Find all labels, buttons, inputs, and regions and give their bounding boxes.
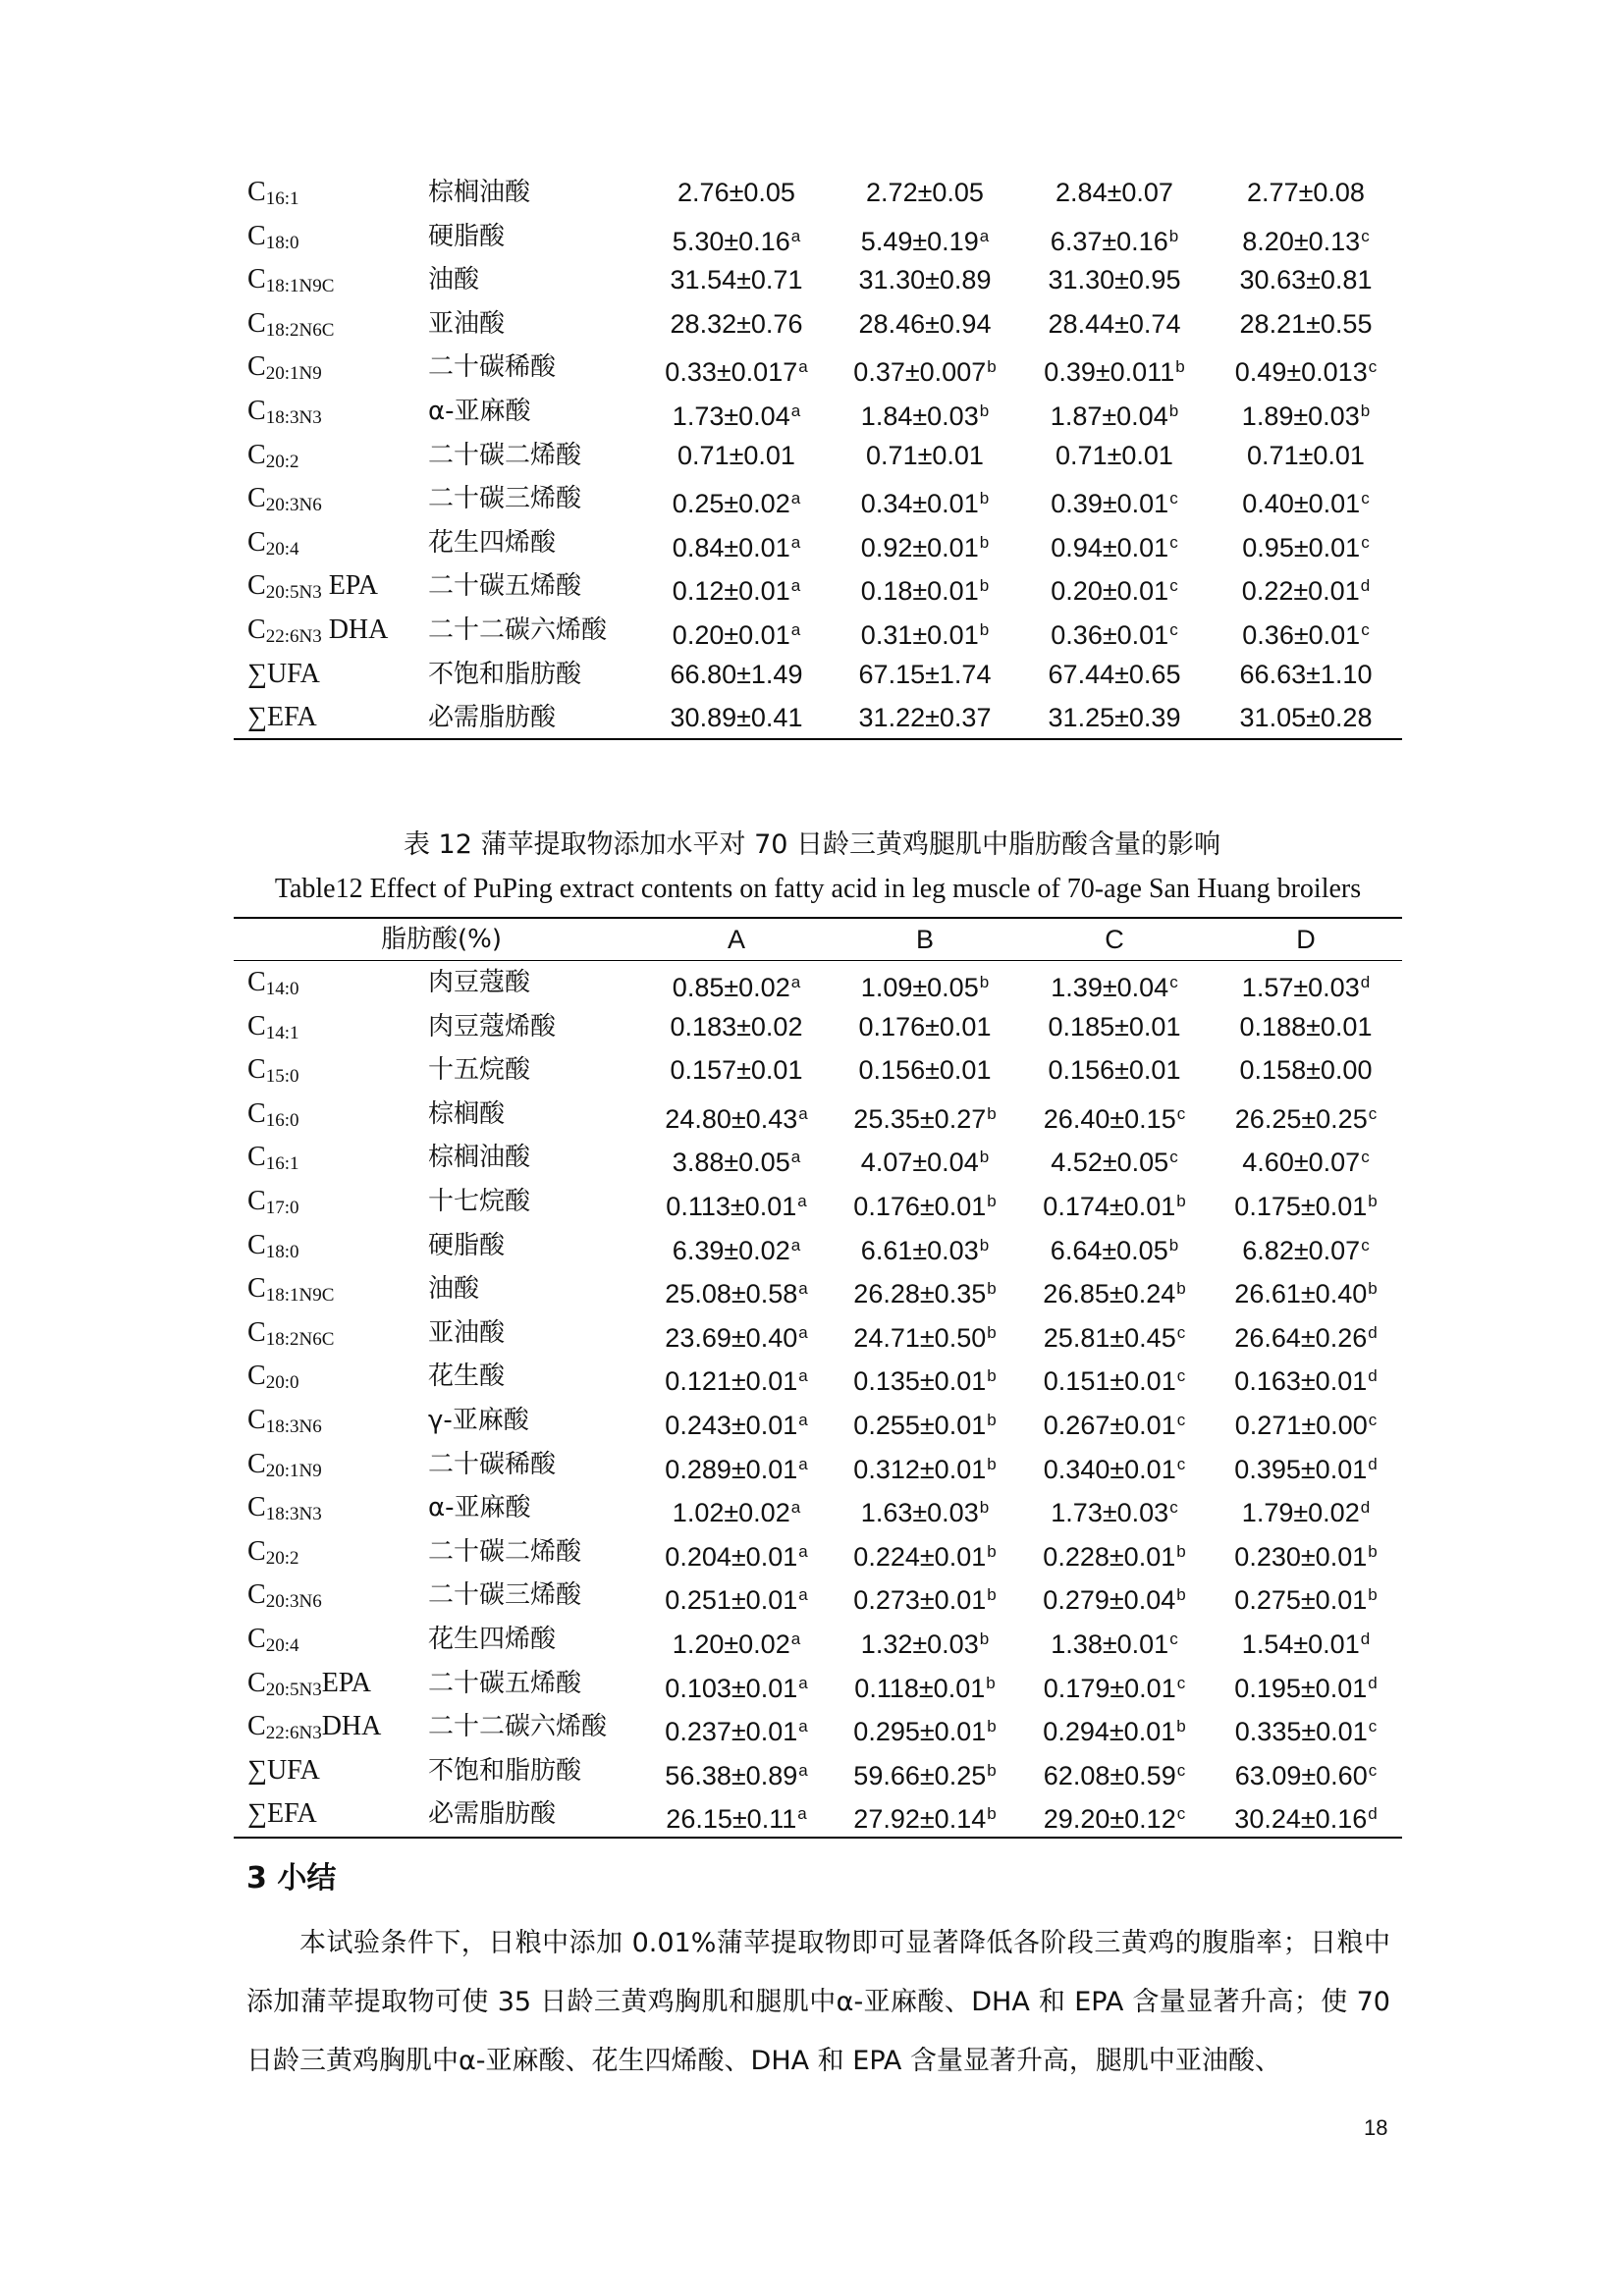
top-value-b: 0.31±0.01$^b$ [860, 619, 990, 650]
t12-value-b: 0.224±0.01$^b$ [853, 1541, 997, 1572]
top-value-a: 0.33±0.017$^a$ [665, 357, 808, 388]
t12-value-c: 0.151±0.01$^c$ [1043, 1366, 1186, 1397]
fatty-acid-code: ∑UFA [247, 1754, 320, 1786]
t12-value-b: 0.156±0.01 [858, 1055, 992, 1086]
t12-value-b: 0.176±0.01$^b$ [853, 1191, 997, 1221]
top-value-d: 0.40±0.01$^c$ [1242, 489, 1370, 519]
t12-value-c: 29.20±0.12$^c$ [1043, 1804, 1186, 1835]
top-value-b: 0.18±0.01$^b$ [860, 576, 990, 607]
top-value-a: 0.12±0.01$^a$ [672, 576, 801, 607]
t12-value-b: 0.118±0.01$^b$ [854, 1673, 996, 1703]
fatty-acid-name: 二十二碳六烯酸 [428, 614, 608, 645]
top-value-a: 0.20±0.01$^a$ [672, 619, 801, 650]
fatty-acid-code: $C_{18:2N6C}$ [247, 1316, 335, 1350]
top-value-c: 0.94±0.01$^c$ [1051, 532, 1178, 562]
t12-value-d: 0.163±0.01$^d$ [1234, 1366, 1378, 1397]
t12-value-c: 0.294±0.01$^b$ [1043, 1717, 1186, 1747]
top-value-a: 66.80±1.49 [670, 659, 803, 689]
top-value-b: 0.34±0.01$^b$ [860, 489, 990, 519]
fatty-acid-name: 二十二碳六烯酸 [428, 1712, 608, 1742]
summary-paragraph: 本试验条件下，日粮中添加 0.01%蒲苹提取物即可显著降低各阶段三黄鸡的腹脂率；日粮中添加蒲苹提取物可使 35 日龄三黄鸡胸肌和腿肌中α-亚麻酸、DHA 和 EPA 含量显著升高；使 70 日龄三黄鸡胸肌中α-亚麻酸、花生四烯酸、DHA 和 EPA 含量显著升高，腿肌中亚油酸、 [246, 1928, 1390, 2076]
fatty-acid-name: 二十碳三烯酸 [428, 1580, 582, 1611]
table12-header-b: B [915, 925, 934, 954]
t12-value-c: 25.81±0.45$^c$ [1043, 1322, 1186, 1353]
t12-value-a: 0.113±0.01$^a$ [666, 1191, 807, 1221]
table12-header-d: D [1296, 925, 1316, 954]
t12-value-b: 0.312±0.01$^b$ [853, 1454, 997, 1484]
fatty-acid-code: $C_{18:3N6}$ [247, 1404, 322, 1437]
top-value-b: 1.84±0.03$^b$ [860, 400, 990, 431]
fatty-acid-name: 油酸 [428, 1274, 480, 1305]
top-value-c: 31.25±0.39 [1048, 703, 1181, 733]
top-value-d: 0.49±0.013$^c$ [1234, 357, 1378, 388]
top-value-d: 28.21±0.55 [1239, 308, 1373, 339]
top-value-a: 2.76±0.05 [677, 178, 795, 207]
top-value-a: 31.54±0.71 [670, 265, 803, 295]
table-row [234, 1530, 1402, 1575]
t12-value-d: 0.395±0.01$^d$ [1234, 1454, 1378, 1484]
table-row [234, 1005, 1402, 1049]
top-value-a: 0.71±0.01 [677, 440, 795, 470]
top-value-b: 0.37±0.007$^b$ [853, 357, 997, 388]
top-value-c: 0.39±0.01$^c$ [1051, 489, 1178, 519]
fatty-acid-name: 棕榈油酸 [428, 1143, 531, 1173]
t12-value-d: 6.82±0.07$^c$ [1242, 1235, 1370, 1265]
t12-value-b: 1.32±0.03$^b$ [860, 1629, 990, 1659]
table-row [234, 1705, 1402, 1749]
table-row [234, 653, 1402, 697]
table-row [234, 1267, 1402, 1311]
section-heading: 3 小结 [246, 1861, 337, 1896]
fatty-acid-name: α-亚麻酸 [428, 396, 531, 426]
t12-value-c: 0.267±0.01$^c$ [1043, 1410, 1186, 1440]
table-row [234, 1749, 1402, 1793]
top-value-b: 0.71±0.01 [866, 440, 984, 470]
fatty-acid-code: $C_{14:0}$ [247, 967, 299, 999]
fatty-acid-name: 不饱和脂肪酸 [428, 659, 582, 689]
t12-value-a: 0.157±0.01 [670, 1055, 803, 1086]
fatty-acid-code: $C_{20:1N9}$ [247, 1448, 322, 1481]
t12-value-b: 26.28±0.35$^b$ [853, 1279, 997, 1309]
t12-value-a: 0.237±0.01$^a$ [665, 1717, 808, 1747]
table-row [234, 477, 1402, 521]
fatty-acid-code: $C_{18:3N3}$ [247, 395, 322, 428]
fatty-acid-code: $C_{20:2}$ [247, 1535, 299, 1569]
fatty-acid-code: $C_{20:5N3}EPA$ [247, 1667, 372, 1700]
fatty-acid-name: 肉豆蔻酸 [428, 968, 531, 997]
t12-value-a: 0.121±0.01$^a$ [665, 1366, 808, 1397]
t12-value-d: 0.335±0.01$^c$ [1234, 1717, 1378, 1747]
top-value-d: 31.05±0.28 [1239, 703, 1373, 733]
top-value-c: 1.87±0.04$^b$ [1050, 400, 1179, 431]
t12-value-a: 26.15±0.11$^a$ [666, 1804, 807, 1835]
table12-header-c: C [1105, 925, 1124, 954]
t12-value-a: 0.251±0.01$^a$ [665, 1585, 808, 1616]
top-value-c: 0.36±0.01$^c$ [1051, 619, 1178, 650]
t12-value-d: 4.60±0.07$^c$ [1242, 1148, 1370, 1178]
table-row [234, 1574, 1402, 1618]
fatty-acid-name: 肉豆蔻烯酸 [428, 1011, 557, 1041]
t12-value-d: 0.275±0.01$^b$ [1234, 1585, 1378, 1616]
t12-value-c: 0.174±0.01$^b$ [1043, 1191, 1186, 1221]
t12-value-b: 0.273±0.01$^b$ [853, 1585, 997, 1616]
t12-value-a: 56.38±0.89$^a$ [665, 1760, 808, 1790]
t12-value-d: 1.57±0.03$^d$ [1241, 973, 1371, 1002]
fatty-acid-code: $C_{22:6N3}$ DHA [247, 614, 389, 647]
t12-value-c: 1.73±0.03$^c$ [1051, 1498, 1178, 1528]
t12-value-b: 25.35±0.27$^b$ [853, 1103, 997, 1134]
top-value-d: 0.36±0.01$^c$ [1242, 619, 1370, 650]
top-value-a: 30.89±0.41 [670, 703, 803, 733]
fatty-acid-code: $C_{16:1}$ [247, 1142, 299, 1175]
table-row [234, 1792, 1402, 1837]
top-value-d: 66.63±1.10 [1239, 659, 1373, 689]
top-value-c: 6.37±0.16$^b$ [1050, 226, 1179, 256]
t12-value-a: 0.204±0.01$^a$ [665, 1541, 808, 1572]
fatty-acid-name: 二十碳稀酸 [428, 352, 557, 383]
top-value-c: 0.20±0.01$^c$ [1051, 576, 1178, 607]
top-value-b: 5.49±0.19$^a$ [860, 226, 990, 256]
table-row [234, 1618, 1402, 1662]
fatty-acid-code: $C_{18:0}$ [247, 220, 299, 253]
t12-value-d: 0.195±0.01$^d$ [1234, 1673, 1378, 1703]
fatty-acid-code: ∑EFA [247, 702, 317, 733]
t12-value-d: 0.175±0.01$^b$ [1234, 1191, 1378, 1221]
fatty-acid-name: 花生四烯酸 [428, 1624, 557, 1654]
t12-value-b: 4.07±0.04$^b$ [860, 1148, 990, 1178]
top-value-c: 67.44±0.65 [1048, 659, 1181, 689]
t12-value-c: 26.85±0.24$^b$ [1043, 1279, 1186, 1309]
t12-value-a: 0.289±0.01$^a$ [665, 1454, 808, 1484]
fatty-acid-code: $C_{20:3N6}$ [247, 1579, 322, 1613]
top-value-a: 0.84±0.01$^a$ [672, 532, 801, 562]
table12-header-row [234, 920, 1402, 959]
top-value-a: 5.30±0.16$^a$ [672, 226, 801, 256]
t12-value-c: 0.156±0.01 [1048, 1055, 1181, 1086]
table-row [234, 1443, 1402, 1487]
table-row [234, 1662, 1402, 1706]
table12-caption-cn: 表 12 蒲苹提取物添加水平对 70 日龄三黄鸡腿肌中脂肪酸含量的影响 [403, 829, 1221, 860]
table12-body [234, 961, 1402, 1837]
table-row [234, 1311, 1402, 1356]
t12-value-a: 1.02±0.02$^a$ [672, 1498, 801, 1528]
t12-value-b: 1.09±0.05$^b$ [860, 973, 990, 1002]
t12-value-b: 0.176±0.01 [858, 1011, 992, 1041]
fatty-acid-name: 十七烷酸 [428, 1186, 531, 1216]
top-value-a: 28.32±0.76 [670, 308, 803, 339]
table-top-bottom-rule [234, 738, 1402, 740]
t12-value-c: 0.185±0.01 [1048, 1011, 1181, 1041]
table12-header-fatty-acid: 脂肪酸(%) [381, 925, 502, 954]
t12-value-b: 1.63±0.03$^b$ [860, 1498, 990, 1528]
top-value-b: 31.30±0.89 [858, 265, 992, 295]
table-row [234, 434, 1402, 478]
t12-value-c: 0.279±0.04$^b$ [1043, 1585, 1186, 1616]
t12-value-a: 0.183±0.02 [670, 1011, 803, 1041]
top-value-b: 31.22±0.37 [858, 703, 992, 733]
fatty-acid-name: 必需脂肪酸 [428, 1799, 557, 1830]
t12-value-c: 0.228±0.01$^b$ [1043, 1541, 1186, 1572]
t12-value-b: 0.135±0.01$^b$ [853, 1366, 997, 1397]
fatty-acid-name: γ-亚麻酸 [428, 1405, 529, 1435]
t12-value-a: 24.80±0.43$^a$ [665, 1103, 808, 1134]
fatty-acid-name: 二十碳稀酸 [428, 1449, 557, 1479]
table12-bottom-rule [234, 1837, 1402, 1839]
top-value-a: 0.25±0.02$^a$ [672, 489, 801, 519]
fatty-acid-name: 不饱和脂肪酸 [428, 1755, 582, 1786]
fatty-acid-code: $C_{20:4}$ [247, 526, 299, 560]
table12-caption-en: Table12 Effect of PuPing extract contents on fatty acid in leg muscle of 70-age San Huang broilers [274, 874, 1362, 904]
fatty-acid-code: $C_{20:4}$ [247, 1623, 299, 1656]
t12-value-d: 26.64±0.26$^d$ [1234, 1322, 1378, 1353]
table-row [234, 1355, 1402, 1399]
fatty-acid-name: 亚油酸 [428, 1317, 506, 1348]
t12-value-d: 0.271±0.00$^c$ [1234, 1410, 1378, 1440]
table-row [234, 609, 1402, 653]
fatty-acid-code: $C_{20:1N9}$ [247, 351, 322, 385]
top-value-c: 31.30±0.95 [1048, 265, 1181, 295]
t12-value-b: 59.66±0.25$^b$ [853, 1760, 997, 1790]
table-row [234, 1048, 1402, 1093]
fatty-acid-name: 硬脂酸 [428, 1230, 506, 1260]
top-value-b: 67.15±1.74 [858, 659, 992, 689]
fatty-acid-code: ∑EFA [247, 1798, 317, 1830]
fatty-acid-name: 二十碳二烯酸 [428, 440, 582, 470]
fatty-acid-code: $C_{18:3N3}$ [247, 1492, 322, 1525]
t12-value-c: 6.64±0.05$^b$ [1050, 1235, 1179, 1265]
fatty-acid-name: 花生四烯酸 [428, 527, 557, 558]
table-row [234, 346, 1402, 390]
t12-value-a: 3.88±0.05$^a$ [672, 1148, 801, 1178]
t12-value-a: 23.69±0.40$^a$ [665, 1322, 808, 1353]
t12-value-a: 6.39±0.02$^a$ [672, 1235, 801, 1265]
t12-value-d: 0.230±0.01$^b$ [1234, 1541, 1378, 1572]
t12-value-c: 4.52±0.05$^c$ [1051, 1148, 1178, 1178]
table-row [234, 390, 1402, 434]
table-row [234, 564, 1402, 609]
fatty-acid-code: $C_{14:1}$ [247, 1010, 299, 1043]
table-row [234, 961, 1402, 1005]
top-value-d: 0.95±0.01$^c$ [1242, 532, 1370, 562]
table12-top-rule [234, 917, 1402, 919]
t12-value-c: 0.179±0.01$^c$ [1043, 1673, 1186, 1703]
fatty-acid-name: 花生酸 [428, 1362, 506, 1392]
fatty-acid-name: 油酸 [428, 265, 480, 295]
t12-value-d: 30.24±0.16$^d$ [1234, 1804, 1378, 1835]
t12-value-a: 25.08±0.58$^a$ [665, 1279, 808, 1309]
fatty-acid-name: 二十碳五烯酸 [428, 571, 582, 602]
table-row [234, 1093, 1402, 1137]
t12-value-d: 1.54±0.01$^d$ [1241, 1629, 1371, 1659]
top-value-d: 1.89±0.03$^b$ [1241, 400, 1371, 431]
fatty-acid-code: $C_{20:5N3}$ EPA [247, 570, 379, 604]
top-value-c: 28.44±0.74 [1048, 308, 1181, 339]
table-row [234, 215, 1402, 259]
fatty-acid-name: α-亚麻酸 [428, 1493, 531, 1523]
page-number: 18 [1364, 2115, 1388, 2140]
fatty-acid-table-continued [234, 171, 1402, 740]
table-row [234, 521, 1402, 565]
fatty-acid-name: 棕榈油酸 [428, 178, 531, 207]
fatty-acid-code: $C_{16:1}$ [247, 177, 299, 209]
fatty-acid-name: 二十碳五烯酸 [428, 1668, 582, 1698]
t12-value-c: 1.38±0.01$^c$ [1051, 1629, 1178, 1659]
table-row [234, 1224, 1402, 1268]
top-value-b: 28.46±0.94 [858, 308, 992, 339]
t12-value-a: 0.243±0.01$^a$ [665, 1410, 808, 1440]
fatty-acid-code: $C_{20:2}$ [247, 439, 299, 472]
fatty-acid-name: 二十碳三烯酸 [428, 484, 582, 514]
fatty-acid-code: $C_{22:6N3}DHA$ [247, 1711, 382, 1744]
top-value-d: 0.22±0.01$^d$ [1241, 576, 1371, 607]
fatty-acid-code: $C_{20:0}$ [247, 1361, 299, 1394]
fatty-acid-code: $C_{15:0}$ [247, 1054, 299, 1088]
t12-value-b: 6.61±0.03$^b$ [860, 1235, 990, 1265]
fatty-acid-code: $C_{17:0}$ [247, 1185, 299, 1218]
t12-value-d: 26.25±0.25$^c$ [1234, 1103, 1378, 1134]
fatty-acid-code: $C_{18:2N6C}$ [247, 307, 335, 341]
table-row [234, 1486, 1402, 1530]
table-row [234, 171, 1402, 215]
table-row [234, 302, 1402, 347]
fatty-acid-code: $C_{18:1N9C}$ [247, 1273, 335, 1307]
t12-value-a: 0.103±0.01$^a$ [665, 1673, 808, 1703]
top-value-d: 2.77±0.08 [1247, 178, 1365, 207]
top-value-b: 0.92±0.01$^b$ [860, 532, 990, 562]
top-value-c: 0.71±0.01 [1056, 440, 1173, 470]
table12-header-a: A [727, 925, 745, 954]
top-value-a: 1.73±0.04$^a$ [672, 400, 801, 431]
top-value-d: 8.20±0.13$^c$ [1242, 226, 1370, 256]
fatty-acid-name: 亚油酸 [428, 308, 506, 339]
fatty-acid-code: $C_{18:0}$ [247, 1229, 299, 1262]
top-value-d: 0.71±0.01 [1247, 440, 1365, 470]
fatty-acid-name: 十五烷酸 [428, 1055, 531, 1086]
fatty-acid-name: 必需脂肪酸 [428, 703, 557, 733]
fatty-acid-code: $C_{16:0}$ [247, 1097, 299, 1131]
top-value-c: 0.39±0.011$^b$ [1044, 357, 1185, 388]
fatty-acid-code: ∑UFA [247, 658, 320, 689]
fatty-acid-code: $C_{18:1N9C}$ [247, 264, 335, 297]
t12-value-c: 26.40±0.15$^c$ [1043, 1103, 1186, 1134]
fatty-acid-name: 棕榈酸 [428, 1098, 506, 1129]
table-row [234, 1180, 1402, 1224]
t12-value-d: 26.61±0.40$^b$ [1234, 1279, 1378, 1309]
t12-value-a: 0.85±0.02$^a$ [672, 973, 801, 1002]
top-value-d: 30.63±0.81 [1239, 265, 1373, 295]
fatty-acid-name: 硬脂酸 [428, 221, 506, 251]
t12-value-d: 0.188±0.01 [1239, 1011, 1373, 1041]
table-row [234, 1399, 1402, 1443]
t12-value-d: 1.79±0.02$^d$ [1241, 1498, 1371, 1528]
table-row [234, 258, 1402, 302]
top-value-c: 2.84±0.07 [1056, 178, 1173, 207]
t12-value-b: 27.92±0.14$^b$ [853, 1804, 997, 1835]
t12-value-c: 62.08±0.59$^c$ [1043, 1760, 1186, 1790]
t12-value-c: 0.340±0.01$^c$ [1043, 1454, 1186, 1484]
t12-value-b: 0.255±0.01$^b$ [853, 1410, 997, 1440]
fatty-acid-code: $C_{20:3N6}$ [247, 483, 322, 516]
t12-value-b: 0.295±0.01$^b$ [853, 1717, 997, 1747]
fatty-acid-name: 二十碳二烯酸 [428, 1536, 582, 1567]
t12-value-d: 63.09±0.60$^c$ [1234, 1760, 1378, 1790]
t12-value-a: 1.20±0.02$^a$ [672, 1629, 801, 1659]
table-row [234, 696, 1402, 740]
t12-value-b: 24.71±0.50$^b$ [853, 1322, 997, 1353]
top-value-b: 2.72±0.05 [866, 178, 984, 207]
table-row [234, 1136, 1402, 1180]
t12-value-c: 1.39±0.04$^c$ [1051, 973, 1178, 1002]
t12-value-d: 0.158±0.00 [1239, 1055, 1373, 1086]
